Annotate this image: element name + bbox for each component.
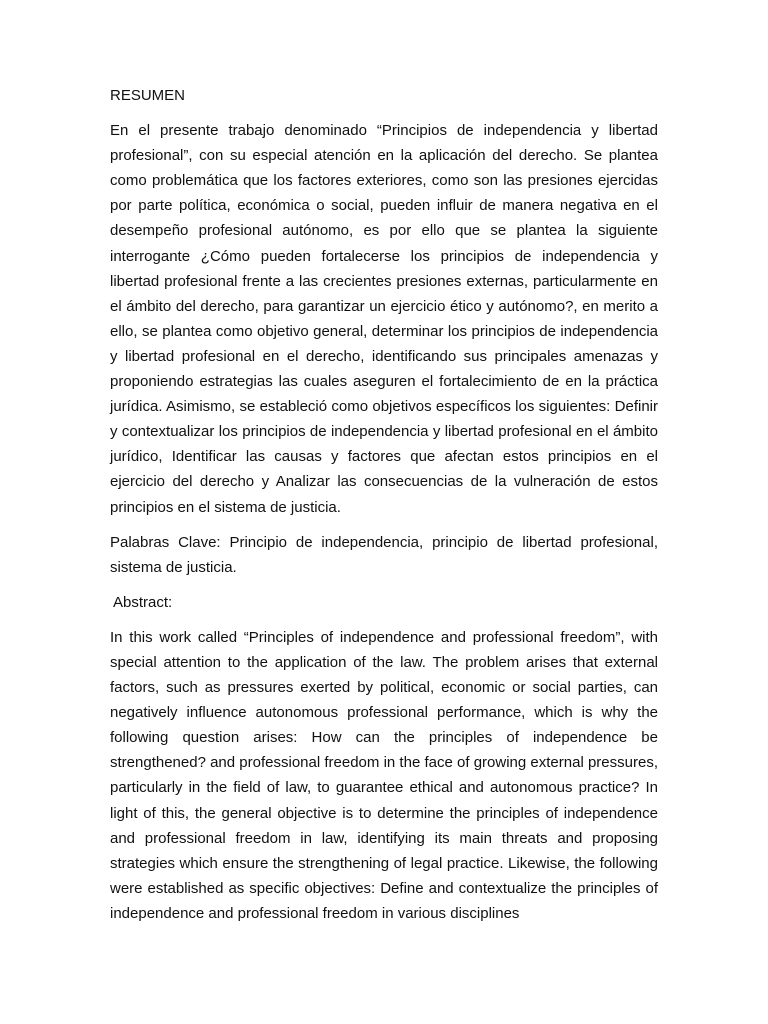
resumen-heading: RESUMEN [110,87,186,104]
document-page [110,83,658,936]
abstract-paragraph: In this work called “Principles of independence and professional freedom”, with special attention to the application of the law. The problem arises that external factors, such as pressures exerted by political, economic or social parties, can negatively influence autonomous professional performance, which is why the following question arises: How can the principles of independence be strengthened? and professional freedom in the face of growing external pressures, particularly in the field of law, to guarantee ethical and autonomous practice? In light of this, the general objective is to determine the principles of independence and professional freedom in law, identifying its main threats and proposing strategies which ensure the strengthening of legal practice. Likewise, the following were established as specific objectives: Define and contextualize the principles of independence and professional freedom in various disciplines [110,628,658,922]
keywords-paragraph: Palabras Clave: Principio de independencia, principio de libertad profesional, sistema de justicia. [110,533,658,576]
resumen-paragraph: En el presente trabajo denominado “Principios de independencia y libertad profesional”, con su especial atención en la aplicación del derecho. Se plantea como problemática que los factores exteriores, como son las presiones ejercidas por parte política, económica o social, pueden influir de manera negativa en el desempeño profesional autónomo, es por ello que se plantea la siguiente interrogante ¿Cómo pueden fortalecerse los principios de independencia y libertad profesional frente a las crecientes presiones externas, particularmente en el ámbito del derecho, para garantizar un ejercicio ético y autónomo?, en merito a ello, se plantea como objetivo general, determinar los principios de independencia y libertad profesional en el derecho, identificando sus principales amenazas y proponiendo estrategias las cuales aseguren el fortalecimiento de en la práctica jurídica. Asimismo, se estableció como objetivos específicos los siguientes: Definir y contextualizar los principios de independencia y libertad profesional en el ámbito jurídico, Identificar las causas y factores que afectan estos principios en el ejercicio del derecho y Analizar las consecuencias de la vulneración de estos principios en el sistema de justicia. [110,122,658,516]
abstract-heading: Abstract: [113,593,173,611]
